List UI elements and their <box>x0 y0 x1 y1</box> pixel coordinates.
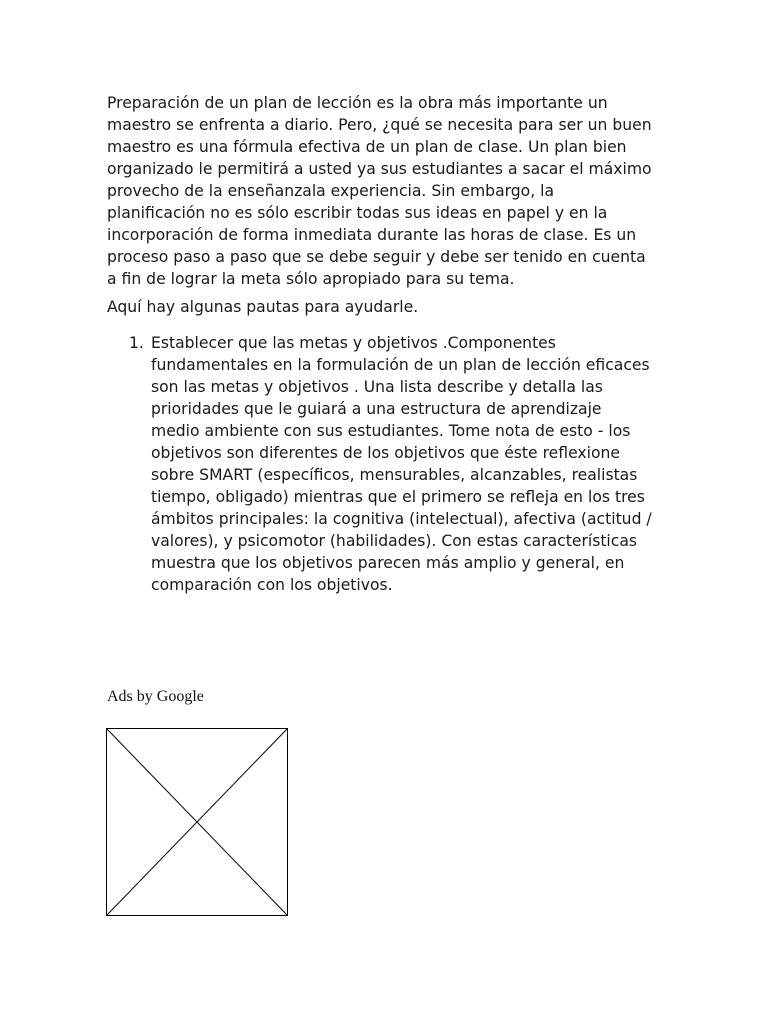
list-item-number: 1. <box>129 334 144 352</box>
intro-paragraph: Preparación de un plan de lección es la obra más importante un maestro se enfrenta a diario. Pero, ¿qué se necesita para ser un buen maestro es una fórmula efectiva de un plan de clase. Un plan bien organizado le permitirá a usted ya sus estudiantes a sacar el máximo provecho de la enseñanzala experiencia. Sin embargo, la planificación no es sólo escribir todas sus ideas en papel y en la incorporación de forma inmediata durante las horas de clase. Es un proceso paso a paso que se debe seguir y debe ser tenido en cuenta a fin de lograr la meta sólo apropiado para su tema. <box>107 94 652 288</box>
guidelines-intro-paragraph: Aquí hay algunas pautas para ayudarle. <box>107 298 419 316</box>
article-body <box>107 92 652 596</box>
broken-image-placeholder-icon[interactable] <box>106 728 288 916</box>
list-item <box>107 332 652 596</box>
guidelines-list <box>107 332 652 596</box>
list-item-text: Establecer que las metas y objetivos .Componentes fundamentales en la formulación de un plan de lección eficaces son las metas y objetivos . Una lista describe y detalla las prioridades que le guiará a una estructura de aprendizaje medio ambiente con sus estudiantes. Tome nota de esto - los objetivos son diferentes de los objetivos que éste reflexione sobre SMART (específicos, mensurables, alcanzables, realistas tiempo, obligado) mientras que el primero se refleja en los tres ámbitos principales: la cognitiva (intelectual), afectiva (actitud / valores), y psicomotor (habilidades). Con estas características muestra que los objetivos parecen más amplio y general, en comparación con los objetivos. <box>151 334 652 594</box>
ads-label: Ads by Google <box>107 688 204 705</box>
